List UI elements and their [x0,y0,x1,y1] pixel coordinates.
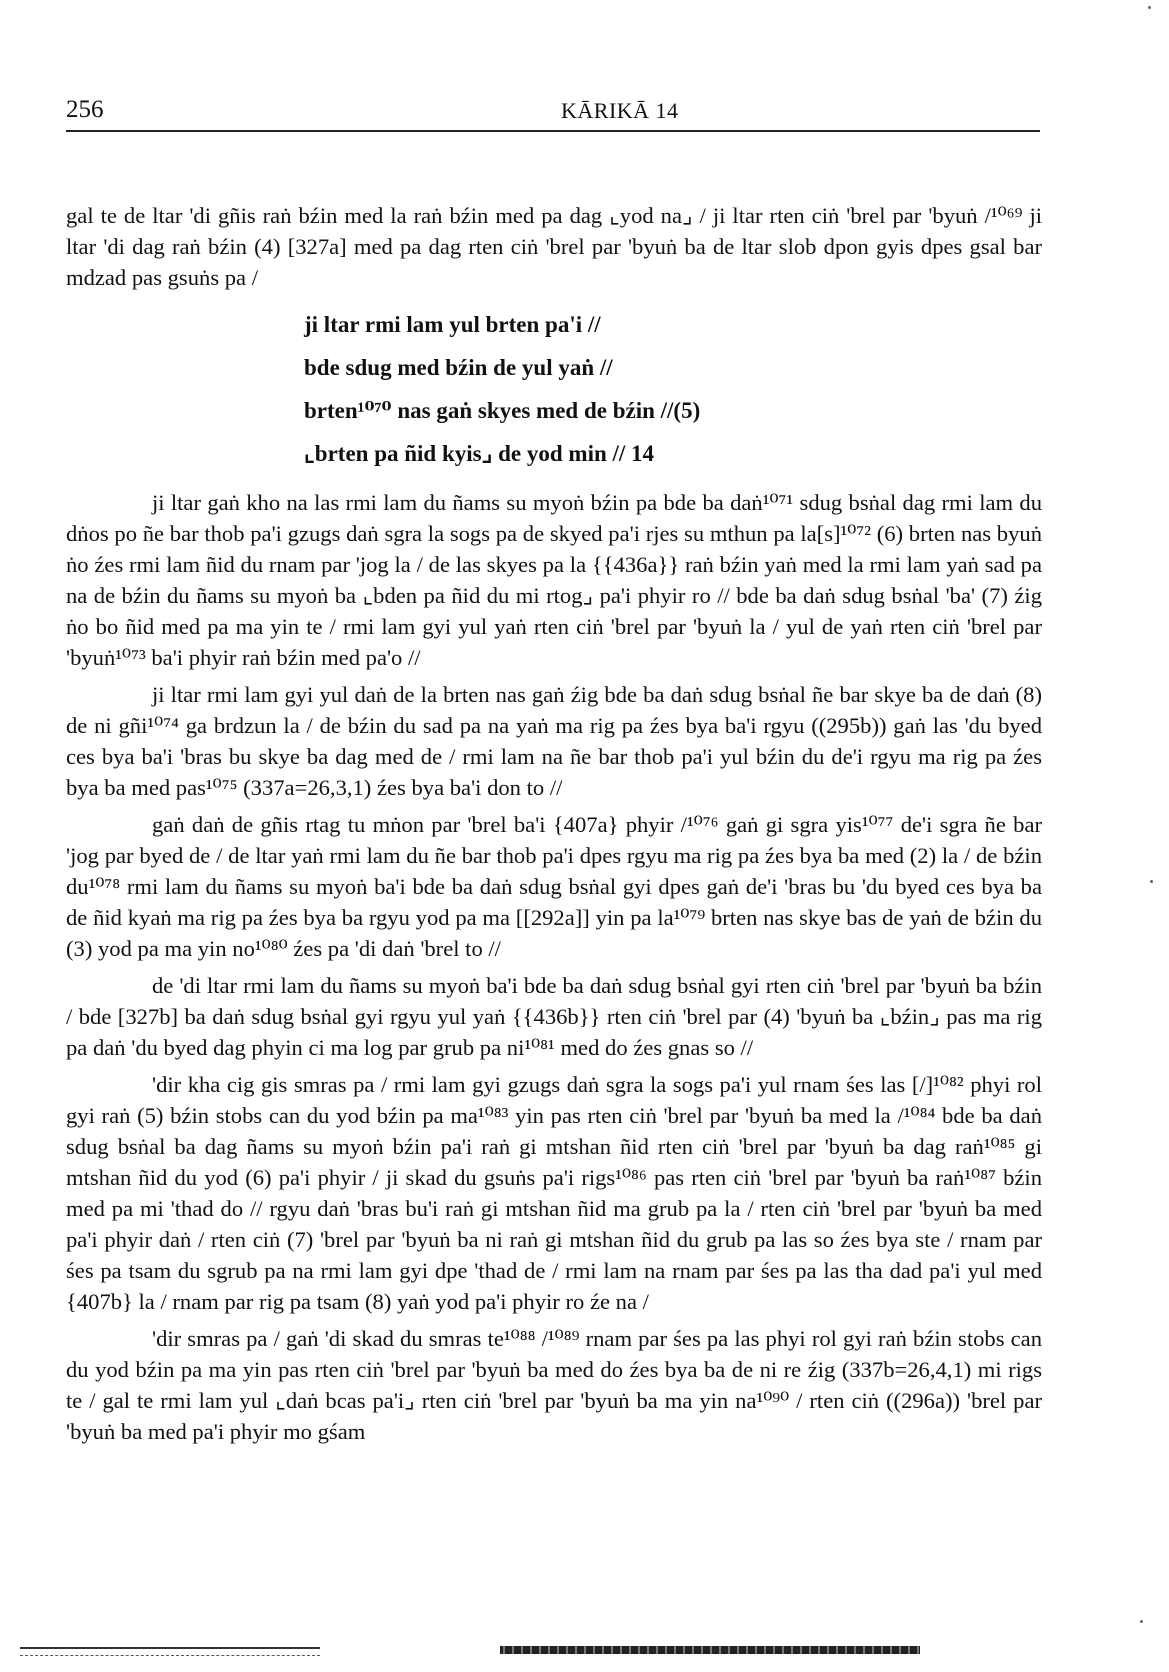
verse-line-1: ji ltar rmi lam yul brten pa'i // [304,312,601,337]
running-head-title: KĀRIKĀ 14 [561,98,679,123]
running-head [66,96,1040,132]
scan-edge-artifact [500,1646,920,1654]
paragraph: gal te de ltar 'di gñis raṅ bźin med la raṅ bźin med pa dag ⌞yod na⌟ / ji ltar rten ciṅ 'brel par 'byuṅ /¹⁰⁶⁹ ji ltar 'di dag raṅ bźin (4) [327a] med pa dag rten ciṅ 'brel par 'byuṅ ba de ltar slob dpon gyis dpes gsal bar mdzad pas gsuṅs pa / [66,203,1042,290]
paragraph: 'dir kha cig gis smras pa / rmi lam gyi gzugs daṅ sgra la sogs pa'i yul rnam śes las [/]¹⁰⁸² phyi rol gyi raṅ (5) bźin stobs can du yod bźin pa ma¹⁰⁸³ yin pas rten ciṅ 'brel par 'byuṅ ba med la /¹⁰⁸⁴ bde ba daṅ sdug bsṅal ba dag ñams su myoṅ bźin pa'i raṅ gi mtshan ñid rten ciṅ 'brel par 'byuṅ ba dag raṅ¹⁰⁸⁵ gi mtshan ñid du yod (6) pa'i phyir / ji skad du gsuṅs pa'i rigs¹⁰⁸⁶ pas rten ciṅ 'brel par 'byuṅ ba raṅ¹⁰⁸⁷ bźin med pa mi 'thad do // rgyu daṅ 'bras bu'i raṅ gi mtshan ñid ma grub pa la / rten ciṅ 'brel par 'byuṅ ba med pa'i phyir daṅ / rten ciṅ (7) 'brel par 'byuṅ ba ni raṅ gi mtshan ñid du grub pa las so źes bya ste / rnam par śes pa tsam du sgrub pa na rmi lam gyi dpe 'thad de / rmi lam na rnam par śes pa las tha dad pa'i yul med {407b} la / rnam par rig pa tsam (8) yaṅ yod pa'i phyir ro źe na / [66,1072,1042,1314]
scan-speck [1140,1620,1143,1623]
paragraph: 'dir smras pa / gaṅ 'di skad du smras te¹⁰⁸⁸ /¹⁰⁸⁹ rnam par śes pa las phyi rol gyi raṅ bźin stobs can du yod bźin pa ma yin pas rten ciṅ 'brel par 'byuṅ ba med do źes bya ba de ni re źig (337b=26,4,1) mi rigs te / gal te rmi lam yul ⌞daṅ bcas pa'i⌟ rten ciṅ 'brel par 'byuṅ ba ma yin na¹⁰⁹⁰ / rten ciṅ ((296a)) 'brel par 'byuṅ ba med pa'i phyir mo gśam [66,1326,1042,1444]
page-number: 256 [66,96,104,123]
paragraph: gaṅ daṅ de gñis rtag tu mṅon par 'brel ba'i {407a} phyir /¹⁰⁷⁶ gaṅ gi sgra yis¹⁰⁷⁷ de'i sgra ñe bar 'jog par byed de / de ltar yaṅ rmi lam du ñe bar thob pa'i dpes rgyu ma rig pa źes bya ba med (2) la / de bźin du¹⁰⁷⁸ rmi lam du ñams su myoṅ ba'i bde ba daṅ sdug bsṅal gyi dpes gaṅ de'i 'bras bu 'du byed ces bya ba de ñid kyaṅ ma rig pa źes bya ba rgyu yod pa ma [[292a]] yin pa la¹⁰⁷⁹ brten nas skye bas de yaṅ de bźin du (3) yod pa ma yin no¹⁰⁸⁰ źes pa 'di daṅ 'brel to // [66,812,1042,961]
verse-line-2: bde sdug med bźin de yul yaṅ // [304,355,613,380]
paragraph: ji ltar gaṅ kho na las rmi lam du ñams su myoṅ bźin pa bde ba daṅ¹⁰⁷¹ sdug bsṅal dag rmi lam du dṅos po ñe bar thob pa'i gzugs daṅ sgra la sogs pa de skyed pa'i rjes su mthun pa la[s]¹⁰⁷² (6) brten nas byuṅ ṅo źes rmi lam ñid du rnam par 'jog la / de las skyes pa la {{436a}} raṅ bźin yaṅ med la rmi lam yaṅ sad pa na de bźin du ñams su myoṅ ba ⌞bden pa ñid du mi rtog⌟ pa'i phyir ro // bde ba daṅ sdug bsṅal 'ba' (7) źig ṅo bo ñid med pa ma yin te / rmi lam gyi yul yaṅ rten ciṅ 'brel par 'byuṅ la / yul de yaṅ rten ciṅ 'brel par 'byuṅ¹⁰⁷³ ba'i phyir raṅ bźin med pa'o // [66,490,1042,670]
verse-line-4: ⌞brten pa ñid kyis⌟ de yod min // 14 [304,441,655,466]
scan-speck [1150,880,1153,883]
verse-line-3: brten¹⁰⁷⁰ nas gaṅ skyes med de bźin //(5) [304,398,701,423]
body-text [66,200,1042,1453]
scan-edge-artifact [20,1647,320,1656]
paragraph: de 'di ltar rmi lam du ñams su myoṅ ba'i bde ba daṅ sdug bsṅal gyi rten ciṅ 'brel par 'byuṅ ba bźin / bde [327b] ba daṅ sdug bsṅal gyi rgyu yul yaṅ {{436b}} rten ciṅ 'brel par (4) 'byuṅ ba ⌞bźin⌟ pas ma rig pa daṅ 'du byed dag phyin ci ma log par grub pa ni¹⁰⁸¹ med do źes gnas so // [66,973,1042,1060]
paragraph: ji ltar rmi lam gyi yul daṅ de la brten nas gaṅ źig bde ba daṅ sdug bsṅal ñe bar skye ba de daṅ (8) de ni gñi¹⁰⁷⁴ ga brdzun la / de bźin du sad pa na yaṅ ma rig pa źes bya ba'i rgyu ((295b)) gaṅ las 'du byed ces bya ba'i 'bras bu skye ba dag med de / rmi lam na ñe bar thob pa'i yul bźin du de'i rgyu ma rig pa źes bya ba med pas¹⁰⁷⁵ (337a=26,3,1) źes bya ba'i don to // [66,682,1042,800]
karika-verse [66,303,1042,475]
scan-speck [1148,6,1151,9]
